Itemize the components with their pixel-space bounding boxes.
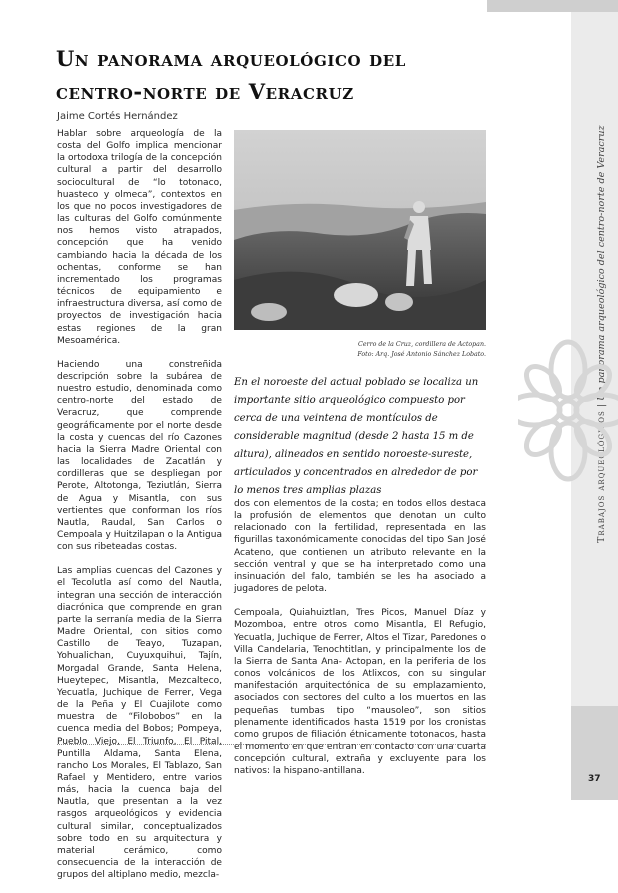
paragraph: Cempoala, Quiahuiztlan, Tres Picos, Manuel Díaz y Mozomboa, entre otros como Misantla, El Refugio, Yecuatla, Juchique de Ferrer, Altos el Tizar, Paredones o Villa Candelaria, Tenochtitlan, y principalmente los de la Sierra de Santa Ana- Actopan, en la periferia de los conos volcánicos de los Atlixcos, con su singular manifestación arquitectónica de su emplazamiento, asociados con sectores del culto a los muertos en las pequeñas tumbas tipo “mausoleo”, son sitios plenamente identificados hasta 1519 por los cronistas como grupos de filiación étnicamente totonacos, hasta el momento en que entran en contacto con una cuarta concepción cultural, extraña y excluyente para los nativos: la hispano-antillana. [234, 608, 486, 777]
page-number-block [571, 706, 618, 800]
footer-divider [57, 744, 486, 745]
paragraph: Las amplias cuencas del Cazones y el Tecolutla así como del Nautla, integran una sección de interacción diacrónica que comprende en gran parte la serranía media de la Sierra Madre Oriental, con sitios como Castillo de Teayo, Tuzapan, Yohualichan, Cuyuxquihui, Tajín, Morgadal Grande, Santa Helena, Hueytepec, Misantla, Mezcalteco, Yecuatla, Juchique de Ferrer, Vega de la Peña y El Cuajilote como muestra de “Filobobos” en la cuenca media del Bobos; Pompeya, Pueblo Viejo, El Triunfo, El Pital, Puntilla Aldama, Santa Elena, rancho Los Morales, El Tablazo, San Rafael y Mentidero, entre varios más, hacia la cuenca baja del Nautla, que presentan a la vez rasgos arqueológicos y evidencia cultural similar, conceptualizados sobre todo en su arquitectura y material cerámico, como consecuencia de la interacción de grupos del altiplano medio, mezcla- [57, 566, 222, 881]
pull-quote: En el noroeste del actual poblado se localiza un importante sitio arqueológico compuesto por cerca de una veintena de montículos de considerable magnitud (desde 2 hasta 15 m de altura), alineados en sentido noroeste-sureste, articulados y concentrados en alrededor de por lo menos tres amplias plazas [234, 377, 479, 496]
paragraph: Hablar sobre arqueología de la costa del Golfo implica mencionar la ortodoxa trilogía de la concepción cultural a partir del desarrollo sociocultural de “lo totonaco, huasteco y olmeca”, contextos en los que no pocos investigadores de las culturas del Golfo comúnmente nos hemos visto atrapados, concepción que ha venido cambiando hacia la década de los ochentas, conforme se han incrementado los programas técnicos de equipamiento e infraestructura diversa, así como de proyectos de investigación hacia estas regiones de la gran Mesoamérica. [57, 129, 222, 346]
text-column-right [234, 498, 486, 789]
paragraph: Haciendo una constreñida descripción sobre la subárea de nuestro estudio, denominada como centro-norte del estado de Veracruz, que comprende geográficamente por el norte desde la costa y cuencas del río Cazones hacia la Sierra Madre Oriental con las localidades de Zacatlán y cordilleras que se despliegan por Perote, Altotonga, Teziutlán, Sierra de Agua y Misantla, con sus vertientes que conforman los ríos Nautla, Raudal, San Carlos o Cempoala y Huitzilapan o la Antigua con sus ribeteadas costas. [57, 359, 222, 553]
paragraph: dos con elementos de la costa; en todos ellos destaca la profusión de elementos que denotan un culto relacionado con la fertilidad, representada en las figurillas taxonómicamente conocidas del tipo San José Acateno, que contienen un atributo relevante en la sección ventral y que se ha interpretado como una insinuación del falo, también se les ha asociado a jugadores de pelota. [234, 499, 486, 595]
article-running-title: Un panorama arqueológico del centro-norte de Veracruz [596, 125, 607, 401]
caption-credit: Foto: Arq. José Antonio Sánchez Lobato. [357, 351, 486, 358]
section-name: Trabajos arqueológicos [596, 409, 607, 543]
separator: | [596, 403, 607, 407]
landscape-photo [234, 130, 486, 330]
caption-line: Cerro de la Cruz, cordillera de Actopan. [358, 341, 486, 348]
page-number: 37 [588, 774, 601, 784]
header-tab [487, 0, 618, 12]
text-column-left [57, 128, 222, 893]
decorative-flower-icon [518, 338, 618, 483]
article-title: Un panorama arqueológico del centro-norte de Veracruz [56, 46, 406, 104]
photo-caption [234, 340, 486, 360]
author-name: Jaime Cortés Hernández [57, 111, 178, 122]
